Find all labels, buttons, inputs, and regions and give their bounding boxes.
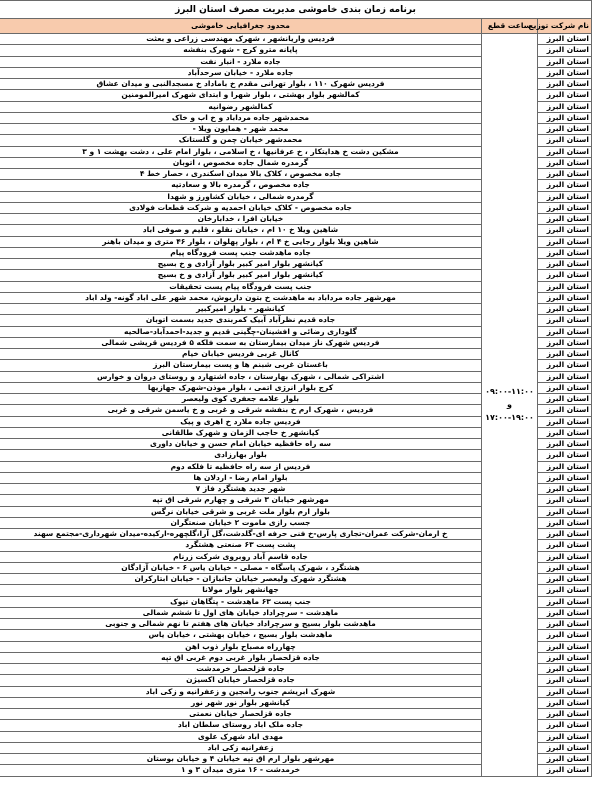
area-cell: بلوار ارم بلوار ملت غربی و شرقی خیابان نرگس [0,506,482,517]
company-cell: استان البرز [538,236,592,247]
area-cell: مشکین دشت خ هدایتکار ، خ عرفانیها ، خ اسلامی ، بلوار امام علی ، دشت بهشت ۱ و ۳ [0,146,482,157]
company-cell: استان البرز [538,619,592,630]
company-cell: استان البرز [538,427,592,438]
area-cell: باغستان غربی شبنم ها و پست بیمارستان البرز [0,360,482,371]
table-row [0,34,592,45]
company-cell: استان البرز [538,371,592,382]
area-cell: مهدی اباد شهرک علوی [0,731,482,742]
area-cell: بلوار امام رضا - اردلان ها [0,472,482,483]
company-cell: استان البرز [538,225,592,236]
company-cell: استان البرز [538,506,592,517]
company-cell: استان البرز [538,67,592,78]
area-cell: پایانه مترو کرج - شهرک بنفشه [0,45,482,56]
company-cell: استان البرز [538,394,592,405]
area-cell: جاده ملارد - انبار نفت [0,56,482,67]
company-cell: استان البرز [538,326,592,337]
area-cell: مهرشهر جاده مرداباد به ماهدشت خ بتون داریوش، محمد شهر علی اباد گونه- ولد اباد [0,292,482,303]
area-cell: جاده مخصوص ، کلاک بالا میدان اسکندری ، حصار خط ۴ [0,169,482,180]
company-cell: استان البرز [538,157,592,168]
area-cell: فردیس از سه راه حافظیه تا فلکه دوم [0,461,482,472]
company-cell: استان البرز [538,529,592,540]
area-cell: کمالشهر رضوانیه [0,101,482,112]
company-cell: استان البرز [538,720,592,731]
area-cell: اشتراکی شمالی ، شهرک بهارستان ، جاده اشتهارد و روستای دروان و خوارس [0,371,482,382]
company-cell: استان البرز [538,450,592,461]
area-cell: جنب پست فرودگاه پیام پست تحقیقات [0,281,482,292]
company-cell: استان البرز [538,360,592,371]
area-cell: جاده ملارد - خیابان سرحدآباد [0,67,482,78]
area-cell: جاده ماهدشت جنب پست فرودگاه پیام [0,247,482,258]
company-cell: استان البرز [538,292,592,303]
title-row [0,1,592,19]
company-cell: استان البرز [538,607,592,618]
area-cell: کیانشهر - بلوار امیرکبیر [0,304,482,315]
area-cell: جهانشهر بلوار مولانا [0,585,482,596]
company-cell: استان البرز [538,540,592,551]
company-cell: استان البرز [538,191,592,202]
company-cell: استان البرز [538,630,592,641]
area-cell: گرمدره شمالی ، خیابان کشاورز و شهدا [0,191,482,202]
company-cell: استان البرز [538,79,592,90]
area-cell: ماهدشت بلوار بسیج ، خیابان بهشتی ، خیابان یاس [0,630,482,641]
area-cell: محمدشهر جاده مرداباد و خ اب و خاک [0,112,482,123]
area-cell: ماهدشت بلوار بسیج و سرچراداد خیابان های هفتم تا نهم شمالی و جنوبی [0,619,482,630]
company-cell: استان البرز [538,90,592,101]
area-cell: کیانشهر خ حاجب الزمان و شهرک طالقانی [0,427,482,438]
company-cell: استان البرز [538,641,592,652]
area-cell: سه راه حافظیه خیابان امام حسن و خیابان داوری [0,439,482,450]
company-cell: استان البرز [538,697,592,708]
header-area: محدود جغرافیایی خاموشی [0,19,482,34]
company-cell: استان البرز [538,304,592,315]
company-cell: استان البرز [538,664,592,675]
area-cell: فردیس شهرک ناز میدان بیمارستان به سمت فلکه ۵ فردیس قریشی شمالی [0,337,482,348]
area-cell: جاده ملک اباد روستای سلطان اباد [0,720,482,731]
area-cell: جاده قزلحصار خیابان اکسیژن [0,675,482,686]
area-cell: کرج بلوار انرژی اتمی ، بلوار موذن-شهرک جهازیها [0,382,482,393]
company-cell: استان البرز [538,281,592,292]
company-cell: استان البرز [538,382,592,393]
company-cell: استان البرز [538,180,592,191]
company-cell: استان البرز [538,101,592,112]
company-cell: استان البرز [538,135,592,146]
header-time: ساعت قطع [482,19,538,34]
area-cell: شهرک ابریشم جنوب رامجین و زعفرانیه و زکی اباد [0,686,482,697]
company-cell: استان البرز [538,472,592,483]
company-cell: استان البرز [538,214,592,225]
area-cell: جسب رازی ماموت ۲ خیابان صنعتگران [0,517,482,528]
area-cell: شهر جدید هشتگرد فاز ۷ [0,484,482,495]
company-cell: استان البرز [538,169,592,180]
company-cell: استان البرز [538,495,592,506]
company-cell: استان البرز [538,202,592,213]
area-cell: جاده مخصوص ، گرمدره بالا و سعادتیه [0,180,482,191]
time-slot-cell [482,34,538,777]
company-cell: استان البرز [538,562,592,573]
area-cell: مهرشهر بلوار ارم اق تپه خیابان ۴ و خیابان بوستان [0,754,482,765]
area-cell: فردیس واریانشهر ، شهرک مهندسی زراعی و بعثت [0,34,482,45]
company-cell: استان البرز [538,461,592,472]
company-cell: استان البرز [538,754,592,765]
area-cell: شاهین ویلا خ ۱۰ ام ، خیابان نقلو ، قلیم و صوفی اباد [0,225,482,236]
area-cell: محمد شهر - همایون ویلا - [0,124,482,135]
schedule-rows [0,34,592,777]
area-cell: جاده مخصوص - کلاک خیابان احمدیه و شرکت قطعات فولادی [0,202,482,213]
time-slot-line2: و [507,400,512,410]
company-cell: استان البرز [538,551,592,562]
company-cell: استان البرز [538,337,592,348]
company-cell: استان البرز [538,112,592,123]
area-cell: گرمدره شمال جاده مخصوص ، اتوبان [0,157,482,168]
table-title: برنامه زمان بندی خاموشی مدیریت مصرف استان البرز [0,1,592,19]
company-cell: استان البرز [538,675,592,686]
area-cell: هشتگرد ، شهرک پاسگاه - مصلی - خیابان یاس ۶ - خیابان آزادگان [0,562,482,573]
area-cell: جاده قزلحصار خیابان نعمتی [0,709,482,720]
company-cell: استان البرز [538,585,592,596]
area-cell: مهرشهر خیابان ۳ شرقی و چهارم شرقی اق تپه [0,495,482,506]
company-cell: استان البرز [538,34,592,45]
company-cell: استان البرز [538,731,592,742]
area-cell: کیانشهر بلوار امیر کبیر بلوار آزادی و خ بسیج [0,259,482,270]
time-slot-line1: ۰۹:۰۰-۱۱:۰۰ [485,387,534,397]
company-cell: استان البرز [538,686,592,697]
company-cell: استان البرز [538,709,592,720]
area-cell: جاده قاسم آباد روبروی شرکت زرنام [0,551,482,562]
header-company: نام شرکت توزیع [538,19,592,34]
area-cell: فردیس شهرک ۱۱۰ ، بلوار تهرانی مقدم خ باماداد خ مسجدالنبی و میدان عشاق [0,79,482,90]
area-cell: گلوداری رضائی و افشینان-چگینی قدیم و جدید-احمدآباد-صالحیه [0,326,482,337]
area-cell: کیانشهر بلوار نور شهر نور [0,697,482,708]
header-row [0,19,592,34]
area-cell: هشتگرد شهرک ولیعصر خیابان جانبازان - خیابان ابتارکران [0,574,482,585]
company-cell: استان البرز [538,652,592,663]
area-cell: فردیس جاده ملارد خ اهری و پیک [0,416,482,427]
company-cell: استان البرز [538,439,592,450]
area-cell: فردیس ، شهرک ارم خ بنفشه شرقی و غربی و خ یاسمن شرقی و غربی [0,405,482,416]
area-cell: ماهدشت - سرچراداد خیابان های اول تا ششم شمالی [0,607,482,618]
company-cell: استان البرز [538,146,592,157]
area-cell: زعفرانیه زکی اباد [0,742,482,753]
company-cell: استان البرز [538,315,592,326]
company-cell: استان البرز [538,484,592,495]
company-cell: استان البرز [538,765,592,776]
area-cell: کیانشهر بلوار امیر کبیر بلوار آزادی و خ بسیج [0,270,482,281]
area-cell: خیابان افرا ، خدابارخان [0,214,482,225]
area-cell: محمدشهر خیابان چمن و گلستانک [0,135,482,146]
company-cell: استان البرز [538,124,592,135]
area-cell: بلوار علامه جعفری کوی ولیعصر [0,394,482,405]
company-cell: استان البرز [538,596,592,607]
company-cell: استان البرز [538,270,592,281]
company-cell: استان البرز [538,517,592,528]
area-cell: جاده قدیم نظرآباد آبیک کمربندی جدید بسمت اتوبان [0,315,482,326]
area-cell: چهارراه مصباح بلوار ذوب اهن [0,641,482,652]
company-cell: استان البرز [538,56,592,67]
company-cell: استان البرز [538,247,592,258]
area-cell: پشت پست ۶۳ صنعتی هشتگرد [0,540,482,551]
company-cell: استان البرز [538,405,592,416]
company-cell: استان البرز [538,349,592,360]
time-slot-line3: ۱۷:۰۰-۱۹:۰۰ [485,413,534,423]
company-cell: استان البرز [538,574,592,585]
area-cell: جاده قزلحصار بلوار غربی دوم غربی اق تپه [0,652,482,663]
area-cell: شاهین ویلا بلوار رجایی خ ۴ ام ، بلوار پهلوان ، بلوار ۴۶ متری و میدان باهنر [0,236,482,247]
area-cell: کانال غربی فردیس خیابان خیام [0,349,482,360]
area-cell: خ ارمان-شرکت عمران-تجاری پارس-خ فنی حرفه ای-گلدشت،گل آرا،گلچهره-ارکیده-میدان شهرداری-مجتمع سهند [0,529,482,540]
area-cell: جاده قزلحصار خرمدشت [0,664,482,675]
area-cell: بلوار بهارزادی [0,450,482,461]
company-cell: استان البرز [538,416,592,427]
area-cell: جنب پست ۶۳ ماهدشت - پتگاهان تیوک [0,596,482,607]
company-cell: استان البرز [538,259,592,270]
area-cell: کمالشهر بلوار بهشتی ، بلوار شهرا و ابتدای شهرک امیرالمومنین [0,90,482,101]
area-cell: خرمدشت - ۱۶ متری میدان ۳ و ۱ [0,765,482,776]
company-cell: استان البرز [538,742,592,753]
company-cell: استان البرز [538,45,592,56]
